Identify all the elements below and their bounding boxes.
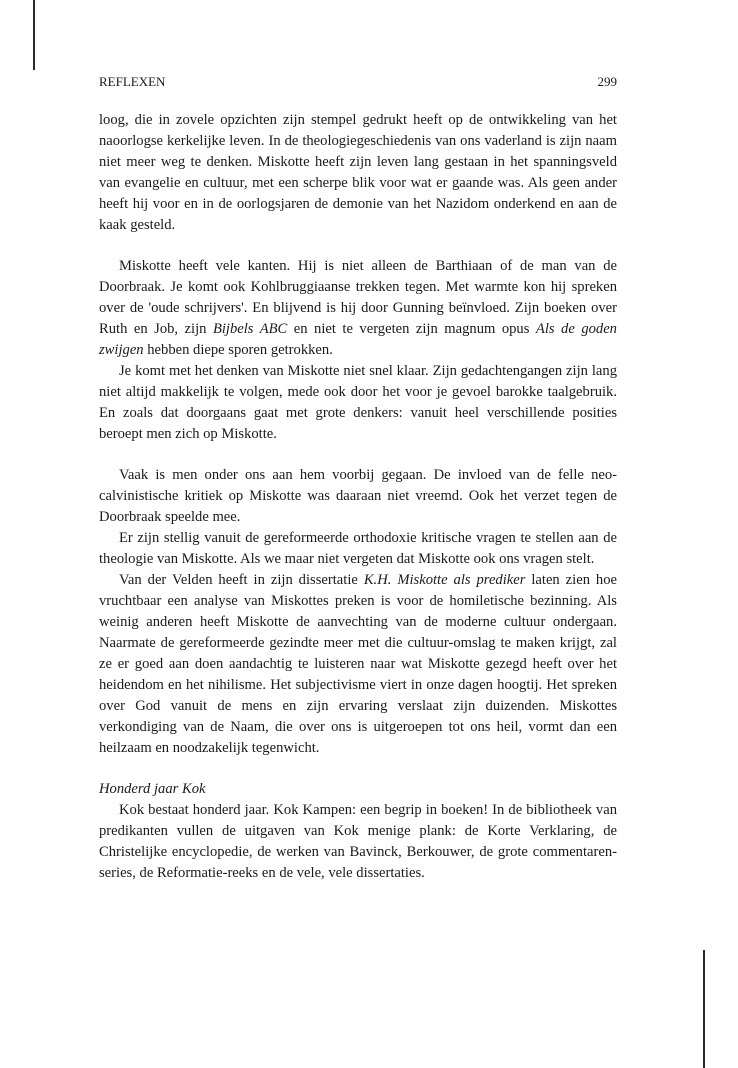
section-heading: Honderd jaar Kok — [99, 781, 206, 797]
paragraph-voorbij: Vaak is men onder ons aan hem voorbij gegaan. De invloed van de felle neo-calvinistische kritiek op Miskotte was daaraan niet vreemd. Ook het verzet tegen de Doorbraak speelde mee. — [99, 467, 617, 525]
paragraph-van-der-velden — [99, 570, 617, 759]
book-title: K.H. Miskotte als prediker — [363, 572, 526, 588]
page-body — [99, 110, 617, 884]
paragraph-text: hebben diepe sporen getrokken. — [143, 342, 333, 358]
page-number: 299 — [597, 74, 617, 89]
scan-edge-left — [33, 0, 35, 70]
paragraph-kok: Kok bestaat honderd jaar. Kok Kampen: een begrip in boeken! In de bibliotheek van predikanten vullen de uitgaven van Kok menige plank: de Korte Verklaring, de Christelijke encyclopedie, de werken van Bavinck, Berkouwer, de grote commentaren-series, de Reformatie-reeks en de vele, vele dissertaties. — [99, 802, 617, 881]
scan-edge-right — [703, 950, 705, 1068]
paragraph-denken: Je komt met het denken van Miskotte niet snel klaar. Zijn gedachtengangen zijn lang niet altijd makkelijk te volgen, mede ook door het voor je gevoel barokke taalgebruik. En zoals dat doorgaans gaat met grote denkers: vanuit heel verschillende posities beroept men zich op Miskotte. — [99, 363, 617, 442]
paragraph-text: Van der Velden heeft in zijn dissertatie — [119, 572, 364, 588]
paragraph-miskotte-kanten — [99, 256, 617, 361]
paragraph-text: en niet te vergeten zijn magnum opus — [287, 321, 536, 337]
running-head — [99, 74, 617, 94]
section-title: REFLEXEN — [99, 74, 166, 89]
paragraph-vragen: Er zijn stellig vanuit de gereformeerde orthodoxie kritische vragen te stellen aan de theologie van Miskotte. Als we maar niet vergeten dat Miskotte ook ons vragen stelt. — [99, 530, 617, 567]
paragraph-text: Miskotte heeft vele kanten. Hij is niet alleen de Barthiaan of de man van de Doorbraak. Je komt ook Kohlbruggiaanse trekken tegen. Met warmte kon hij spreken over de 'oude schrijvers'. En blijvend is hij door Gunning beïnvloed. Zijn boeken over Ruth en Job, zijn — [99, 258, 617, 337]
paragraph-text: laten zien hoe vruchtbaar een analyse van Miskottes preken is voor de homiletische bezinning. Als weinig anderen heeft Miskotte de aanvechting van de moderne cultuur ondergaan. Naarmate de gereformeerde gezindte meer met die cultuur-omslag te maken krijgt, zal ze er goed aan doen aandachtig te luisteren naar wat Miskotte gezegd heeft over het heidendom en het nihilisme. Het subjectivisme viert in onze dagen hoogtij. Het spreken over God vanuit de mens en zijn ervaring verslaat zijn duizenden. Miskottes verkondiging van de Naam, die over ons is uitgeroepen tot ons heil, vormt dan een heilzaam en noodzakelijk tegenwicht. — [99, 572, 618, 756]
book-title: Bijbels ABC — [212, 321, 288, 337]
paragraph-continued: loog, die in zovele opzichten zijn stempel gedrukt heeft op de ontwikkeling van het naoorlogse kerkelijke leven. In de theologiegeschiedenis van ons vaderland is zijn naam niet meer weg te denken. Miskotte heeft zijn leven lang gestaan in het spanningsveld van evangelie en cultuur, met een scherpe blik voor wat er gaande was. Als geen ander heeft hij voor en in de oorlogsjaren de demonie van het Nazidom onderkend en aan de kaak gesteld. — [99, 112, 617, 233]
book-title: Als de goden zwijgen — [99, 321, 617, 358]
